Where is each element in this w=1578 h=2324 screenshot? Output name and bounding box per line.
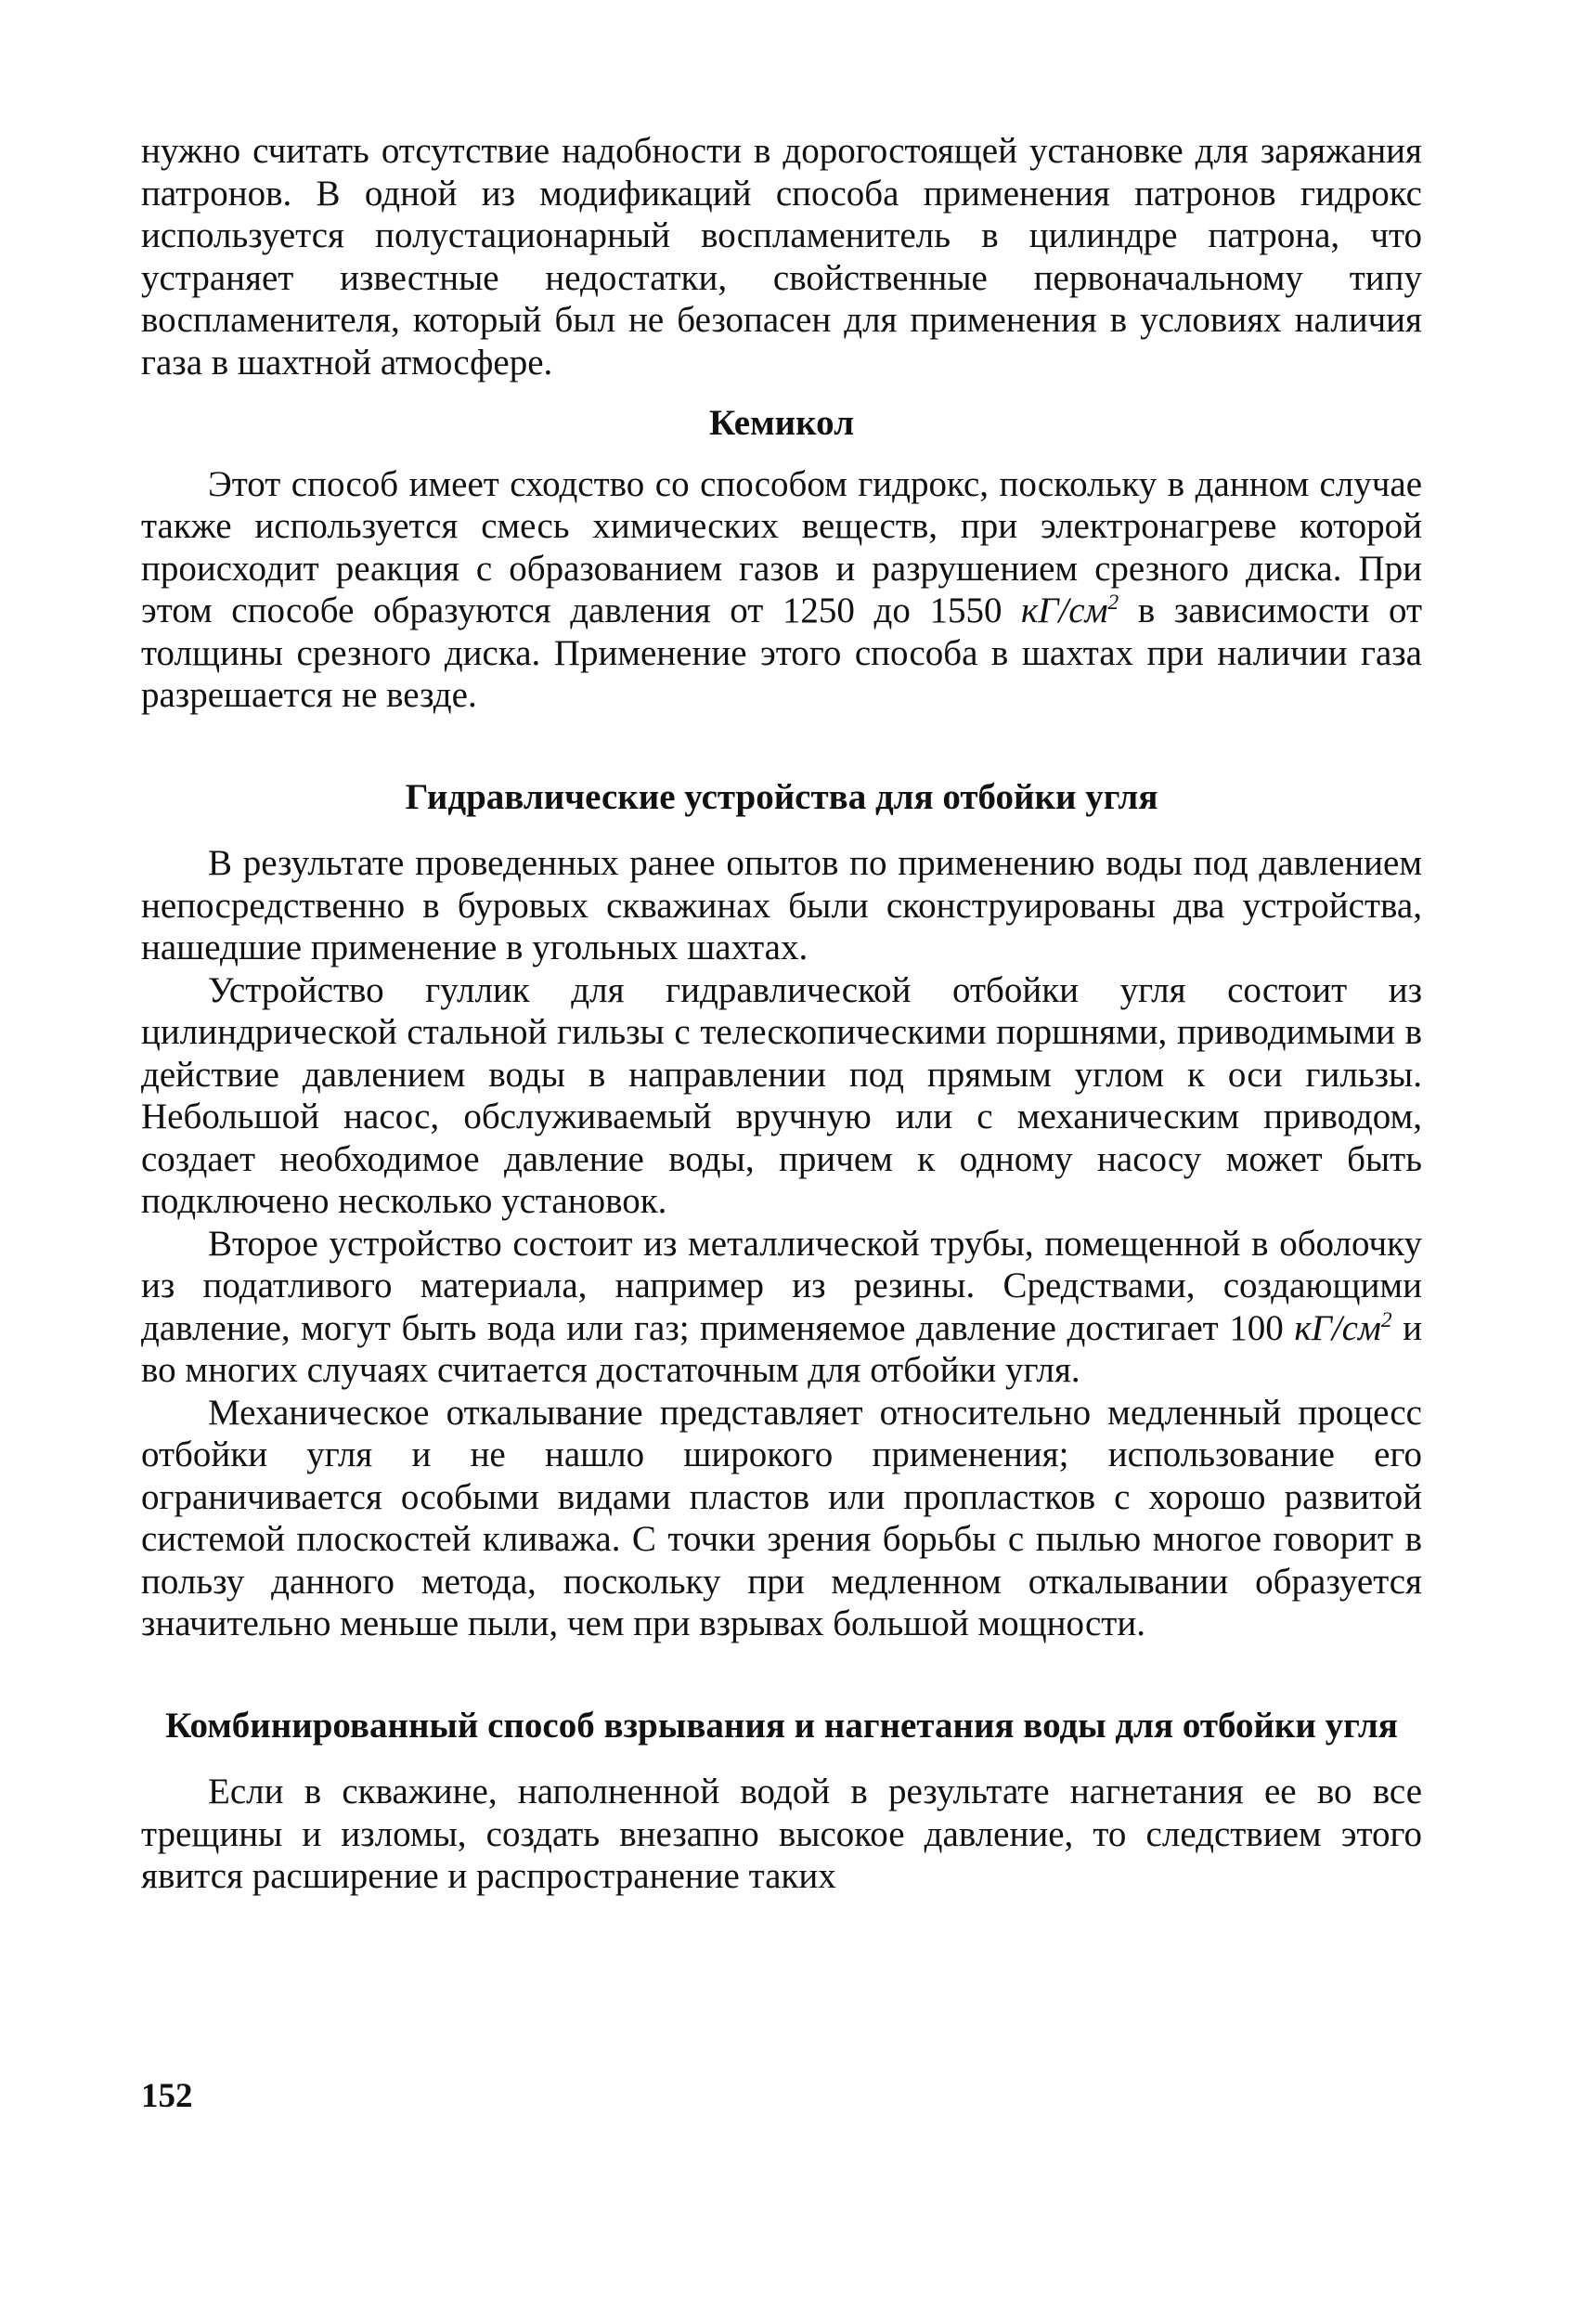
heading-hydraulic-devices: Гидравлические устройства для отбойки угля [405, 776, 1158, 817]
unit-pressure-exponent: 2 [1380, 1307, 1392, 1332]
heading-kemikol: Кемикол [709, 403, 854, 443]
page-number: 152 [141, 2077, 193, 2115]
paragraph-kemikol-text-b: в зависимости от толщины срезного диска. Применение этого способа в шахтах при наличии газа разрешается не везде. [141, 591, 1422, 715]
paragraph-kemikol-text-a: Этот способ имеет сходство со способом гидрокс, поскольку в данном случае также используется смесь химических веществ, при электронагреве которой происходит реакция с образованием газов и разрушением срезного диска. При этом способе образуются давления от 1250 до 1550 [141, 463, 1422, 630]
paragraph-hydraulic-intro: В результате проведенных ранее опытов по применению воды под давлением непосредственно в буровых скважинах были сконструированы два устройства, нашедшие применение в угольных шахтах. [141, 843, 1422, 967]
unit-pressure-base: кГ/см [1294, 1307, 1381, 1348]
unit-pressure [1021, 591, 1119, 630]
unit-pressure-exponent: 2 [1107, 591, 1119, 615]
paragraph-second-device-text-b: и во многих случаях считается достаточным для отбойки угля. [141, 1307, 1423, 1390]
unit-pressure-base: кГ/см [1021, 591, 1108, 630]
page-body [141, 130, 1422, 1898]
paragraph-continued: нужно считать отсутствие надобности в дорогостоящей установке для заряжания патронов. В одной из модификаций способа применения патронов гидрокс используется полустационарный воспламенитель в цилиндре патрона, что устраняет известные недостатки, свойственные первоначальному типу воспламенителя, который был не безопасен для применения в условиях наличия газа в шахтной атмосфере. [141, 131, 1422, 383]
paragraph-gullick-device: Устройство гуллик для гидравлической отбойки угля состоит из цилиндрической стальной гильзы с телескопическими поршнями, приводимыми в действие давлением воды в направлении под прямым углом к оси гильзы. Небольшой насос, обслуживаемый вручную или с механическим приводом, создает необходимое давление воды, причем к одному насосу может быть подключено несколько установок. [141, 969, 1422, 1221]
heading-combined-method: Комбинированный способ взрывания и нагнетания воды для отбойки угля [165, 1705, 1398, 1746]
paragraph-combined-method: Если в скважине, наполненной водой в результате нагнетания ее во все трещины и изломы, создать внезапно высокое давление, то следствием этого явится расширение и распространение таких [141, 1772, 1422, 1896]
paragraph-mechanical-splitting: Механическое откалывание представляет относительно медленный процесс отбойки угля и не нашло широкого применения; использование его ограничивается особыми видами пластов или пропластков с хорошо развитой системой плоскостей кливажа. С точки зрения борьбы с пылью многое говорит в пользу данного метода, поскольку при медленном откалывании образуется значительно меньше пыли, чем при взрывах большой мощности. [141, 1392, 1422, 1643]
unit-pressure [1294, 1308, 1391, 1348]
paragraph-second-device-text-a: Второе устройство состоит из металлической трубы, помещенной в оболочку из податливого материала, например из резины. Средствами, создающими давление, могут быть вода или газ; применяемое давление достигает 100 [141, 1223, 1422, 1348]
paragraph-second-device [141, 1223, 1422, 1392]
paragraph-kemikol [141, 463, 1422, 717]
